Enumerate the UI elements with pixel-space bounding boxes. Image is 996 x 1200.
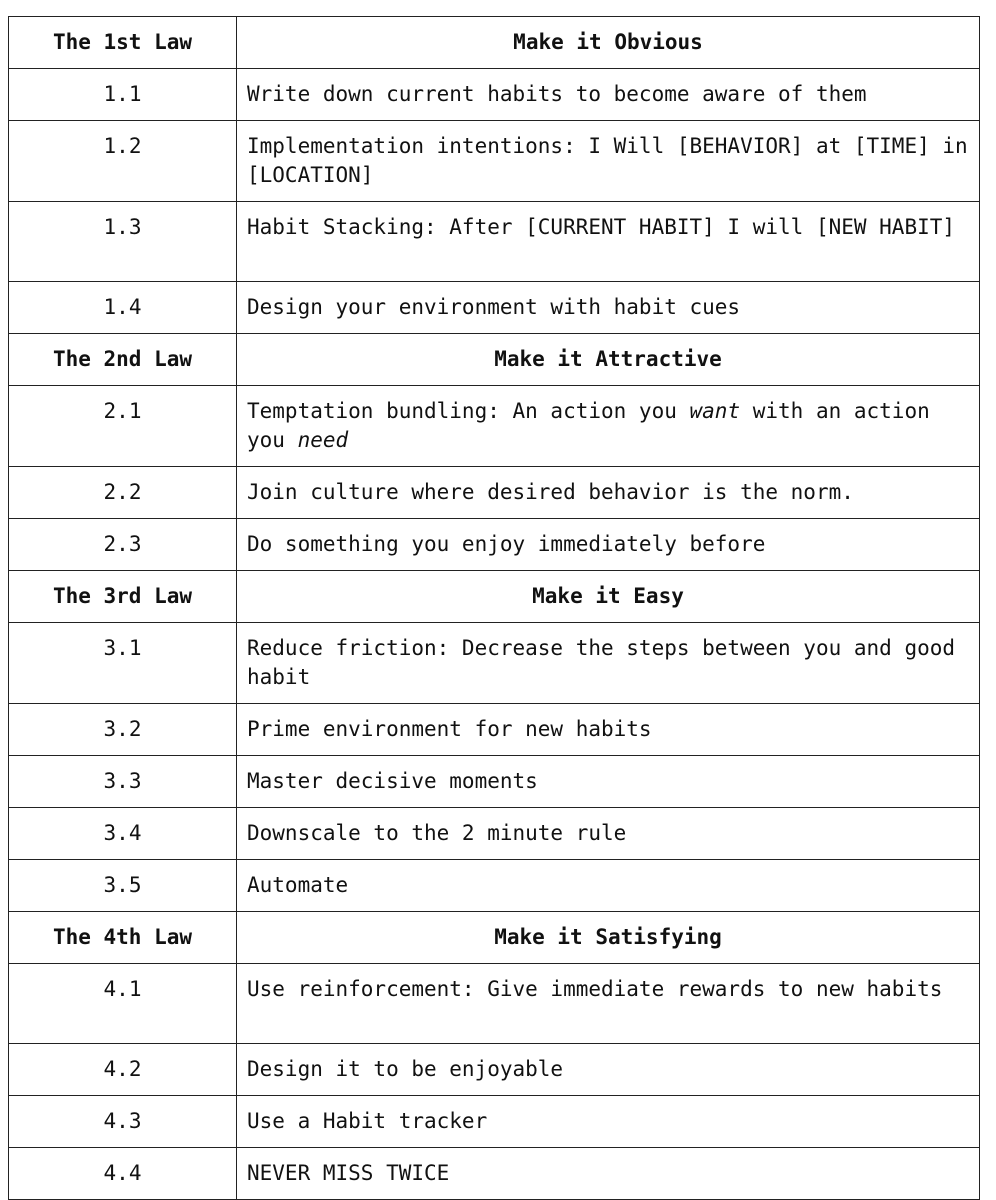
habit-laws-table <box>8 16 980 1200</box>
table-row <box>9 808 980 860</box>
item-text-part: with an action you <box>247 399 930 452</box>
item-text: Do something you enjoy immediately before <box>237 519 980 571</box>
item-number: 2.1 <box>9 386 237 467</box>
item-number: 4.2 <box>9 1044 237 1096</box>
item-text: Prime environment for new habits <box>237 704 980 756</box>
item-number: 2.3 <box>9 519 237 571</box>
law-title: Make it Obvious <box>237 17 980 69</box>
table-row <box>9 756 980 808</box>
law-header-row <box>9 17 980 69</box>
item-text: Design your environment with habit cues <box>237 282 980 334</box>
law-title: Make it Easy <box>237 571 980 623</box>
table-row <box>9 386 980 467</box>
item-text <box>237 386 980 467</box>
item-number: 3.5 <box>9 860 237 912</box>
table-row <box>9 69 980 121</box>
item-number: 1.2 <box>9 121 237 202</box>
item-text-emphasis: need <box>297 428 349 452</box>
item-number: 4.1 <box>9 964 237 1044</box>
item-text: NEVER MISS TWICE <box>237 1148 980 1200</box>
item-number: 3.2 <box>9 704 237 756</box>
item-text: Write down current habits to become aware of them <box>237 69 980 121</box>
law-label: The 4th Law <box>9 912 237 964</box>
item-text: Reduce friction: Decrease the steps between you and good habit <box>237 623 980 704</box>
table-row <box>9 121 980 202</box>
item-number: 3.3 <box>9 756 237 808</box>
item-text: Design it to be enjoyable <box>237 1044 980 1096</box>
item-text: Automate <box>237 860 980 912</box>
law-label: The 2nd Law <box>9 334 237 386</box>
item-text-part: Temptation bundling: An action you <box>247 399 690 423</box>
law-title: Make it Attractive <box>237 334 980 386</box>
item-number: 4.3 <box>9 1096 237 1148</box>
table-row <box>9 1096 980 1148</box>
law-header-row <box>9 571 980 623</box>
table-row <box>9 964 980 1044</box>
table-row <box>9 467 980 519</box>
item-text: Join culture where desired behavior is the norm. <box>237 467 980 519</box>
law-header-row <box>9 334 980 386</box>
item-number: 3.4 <box>9 808 237 860</box>
table-row <box>9 202 980 282</box>
law-label: The 1st Law <box>9 17 237 69</box>
item-number: 1.3 <box>9 202 237 282</box>
item-number: 1.1 <box>9 69 237 121</box>
item-text: Master decisive moments <box>237 756 980 808</box>
item-text: Use a Habit tracker <box>237 1096 980 1148</box>
item-text-emphasis: want <box>689 399 741 423</box>
item-text: Use reinforcement: Give immediate rewards to new habits <box>237 964 980 1044</box>
table-row <box>9 519 980 571</box>
item-number: 2.2 <box>9 467 237 519</box>
table-row <box>9 1044 980 1096</box>
law-title: Make it Satisfying <box>237 912 980 964</box>
item-number: 4.4 <box>9 1148 237 1200</box>
table-row <box>9 860 980 912</box>
item-text: Habit Stacking: After [CURRENT HABIT] I will [NEW HABIT] <box>237 202 980 282</box>
law-label: The 3rd Law <box>9 571 237 623</box>
item-text: Downscale to the 2 minute rule <box>237 808 980 860</box>
table-row <box>9 282 980 334</box>
item-number: 3.1 <box>9 623 237 704</box>
table-row <box>9 623 980 704</box>
law-header-row <box>9 912 980 964</box>
item-number: 1.4 <box>9 282 237 334</box>
table-row <box>9 704 980 756</box>
item-text: Implementation intentions: I Will [BEHAVIOR] at [TIME] in [LOCATION] <box>237 121 980 202</box>
